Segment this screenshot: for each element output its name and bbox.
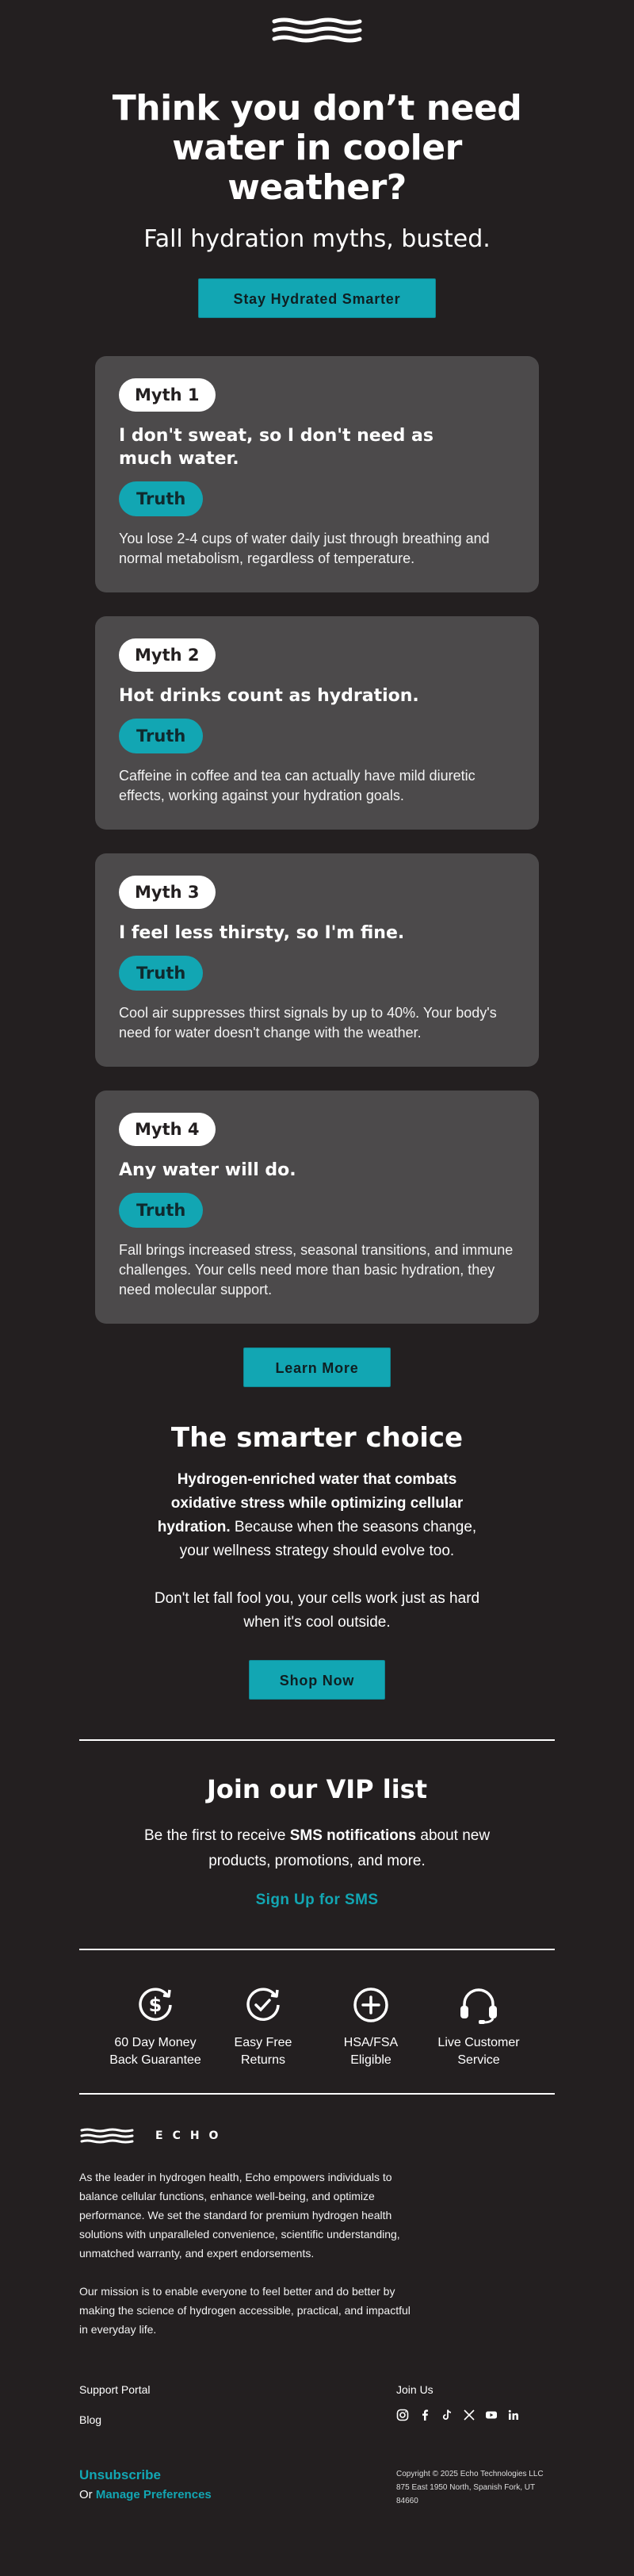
learn-more-button[interactable]: Learn More [243, 1347, 391, 1387]
truth-answer: Caffeine in coffee and tea can actually have mild diuretic effects, working against your hydration goals. [119, 768, 476, 803]
stay-hydrated-button[interactable]: Stay Hydrated Smarter [198, 278, 436, 318]
feature-money-back [104, 1985, 207, 2069]
myth-label: Myth 1 [119, 378, 216, 412]
manage-line [79, 2488, 212, 2501]
instagram-icon[interactable] [396, 2409, 409, 2421]
legal-info [396, 2467, 555, 2508]
feature-free-returns [212, 1985, 315, 2069]
feature-line2: Returns [240, 2053, 286, 2067]
feature-customer-service [427, 1985, 530, 2069]
feature-line2: Service [457, 2053, 500, 2067]
check-refresh-icon [243, 1985, 283, 2025]
footer-links [79, 2383, 151, 2444]
myth-claim: I don't sweat, so I don't need as much water. [119, 426, 433, 469]
copyright-text: Copyright © 2025 Echo Technologies LLC [396, 2470, 544, 2478]
footer-bottom [79, 2467, 555, 2508]
divider [79, 1949, 555, 1950]
hero-title: Think you don’t need water in cooler weather? [112, 88, 522, 208]
myth-claim: Hot drinks count as hydration. [119, 686, 419, 706]
myth-card [95, 356, 539, 592]
truth-label: Truth [119, 956, 203, 991]
x-icon[interactable] [463, 2409, 476, 2421]
join-us-label: Join Us [396, 2383, 433, 2396]
vip-text-bold: SMS notifications [289, 1827, 417, 1844]
vip-text-end: about new products, promotions, and more. [208, 1827, 491, 1869]
manage-preferences-link[interactable]: Manage Preferences [95, 2488, 212, 2501]
sms-signup-link[interactable]: Sign Up for SMS [255, 1892, 379, 1908]
footer-columns [79, 2383, 555, 2444]
myth-card [95, 1091, 539, 1324]
feature-line1: HSA/FSA [343, 2036, 399, 2049]
fall-fool-text: Don't let fall fool you, your cells work just as hard when it's cool outside. [154, 1590, 480, 1631]
myth-label: Myth 4 [119, 1113, 216, 1146]
header-logo[interactable] [0, 0, 634, 43]
plus-circle-icon [351, 1985, 391, 2025]
myth-cards [0, 356, 634, 1324]
waves-logo-icon [79, 2128, 135, 2144]
divider [79, 2093, 555, 2095]
social-links [396, 2409, 555, 2421]
myth-label: Myth 2 [119, 638, 216, 672]
unsubscribe-block [79, 2467, 212, 2508]
vip-title: Join our VIP list [206, 1774, 427, 1804]
unsubscribe-link[interactable]: Unsubscribe [79, 2467, 161, 2482]
vip-text-start: Be the first to receive [143, 1827, 290, 1844]
myth-label: Myth 3 [119, 876, 216, 909]
shop-now-button[interactable]: Shop Now [249, 1660, 385, 1700]
svg-text:$: $ [148, 1994, 162, 2016]
feature-list [0, 1985, 634, 2069]
dollar-refresh-icon [136, 1985, 175, 2025]
footer-logo[interactable] [79, 2128, 555, 2144]
linkedin-icon[interactable] [507, 2409, 520, 2421]
truth-label: Truth [119, 1193, 203, 1228]
smarter-choice-rest: Because when the seasons change, your wellness strategy should evolve too. [179, 1519, 477, 1559]
smarter-choice-text [151, 1468, 483, 1563]
feature-hsa-fsa [319, 1985, 422, 2069]
brand-wordmark: ECHO [155, 2129, 228, 2142]
address-text: 875 East 1950 North, Spanish Fork, UT 84660 [396, 2483, 535, 2505]
smarter-choice-bold: Hydrogen-enriched water that combats oxidative stress while optimizing cellular hydration. [157, 1471, 464, 1535]
support-portal-link[interactable]: Support Portal [79, 2383, 151, 2396]
headset-icon [456, 1985, 501, 2025]
blog-link[interactable]: Blog [79, 2413, 102, 2426]
tiktok-icon[interactable] [441, 2409, 453, 2421]
divider [79, 1739, 555, 1741]
feature-line1: 60 Day Money [114, 2036, 197, 2049]
hero-subtitle: Fall hydration myths, busted. [143, 225, 491, 253]
myth-card [95, 853, 539, 1067]
feature-line2: Eligible [350, 2053, 391, 2067]
vip-text [143, 1823, 491, 1874]
waves-logo-icon [271, 17, 363, 43]
footer [79, 2128, 555, 2508]
join-us [396, 2383, 555, 2444]
about-text: As the leader in hydrogen health, Echo empowers individuals to balance cellular functions, enhance well-being, and optimize performance. We set the standard for premium hydrogen health solutions with unparalleled convenience, scientific understanding, unmatched warranty, and expert endorsements. [79, 2171, 400, 2260]
or-text: Or [79, 2488, 96, 2501]
youtube-icon[interactable] [485, 2409, 498, 2421]
smarter-choice-title: The smarter choice [170, 1422, 464, 1454]
feature-line1: Live Customer [437, 2036, 520, 2049]
mission-text: Our mission is to enable everyone to feel better and do better by making the science of hydrogen accessible, practical, and impactful in everyday life. [79, 2285, 411, 2336]
feature-line2: Back Guarantee [109, 2053, 201, 2067]
truth-label: Truth [119, 481, 203, 516]
myth-claim: I feel less thirsty, so I'm fine. [119, 923, 405, 943]
truth-answer: You lose 2-4 cups of water daily just through breathing and normal metabolism, regardless of temperature. [119, 531, 490, 566]
truth-answer: Cool air suppresses thirst signals by up to 40%. Your body's need for water doesn't change with the weather. [119, 1005, 497, 1041]
truth-answer: Fall brings increased stress, seasonal transitions, and immune challenges. Your cells need more than basic hydration, they need molecular support. [119, 1242, 514, 1298]
myth-card [95, 616, 539, 830]
myth-claim: Any water will do. [119, 1160, 296, 1180]
facebook-icon[interactable] [418, 2409, 431, 2421]
truth-label: Truth [119, 719, 203, 753]
feature-line1: Easy Free [234, 2036, 292, 2049]
